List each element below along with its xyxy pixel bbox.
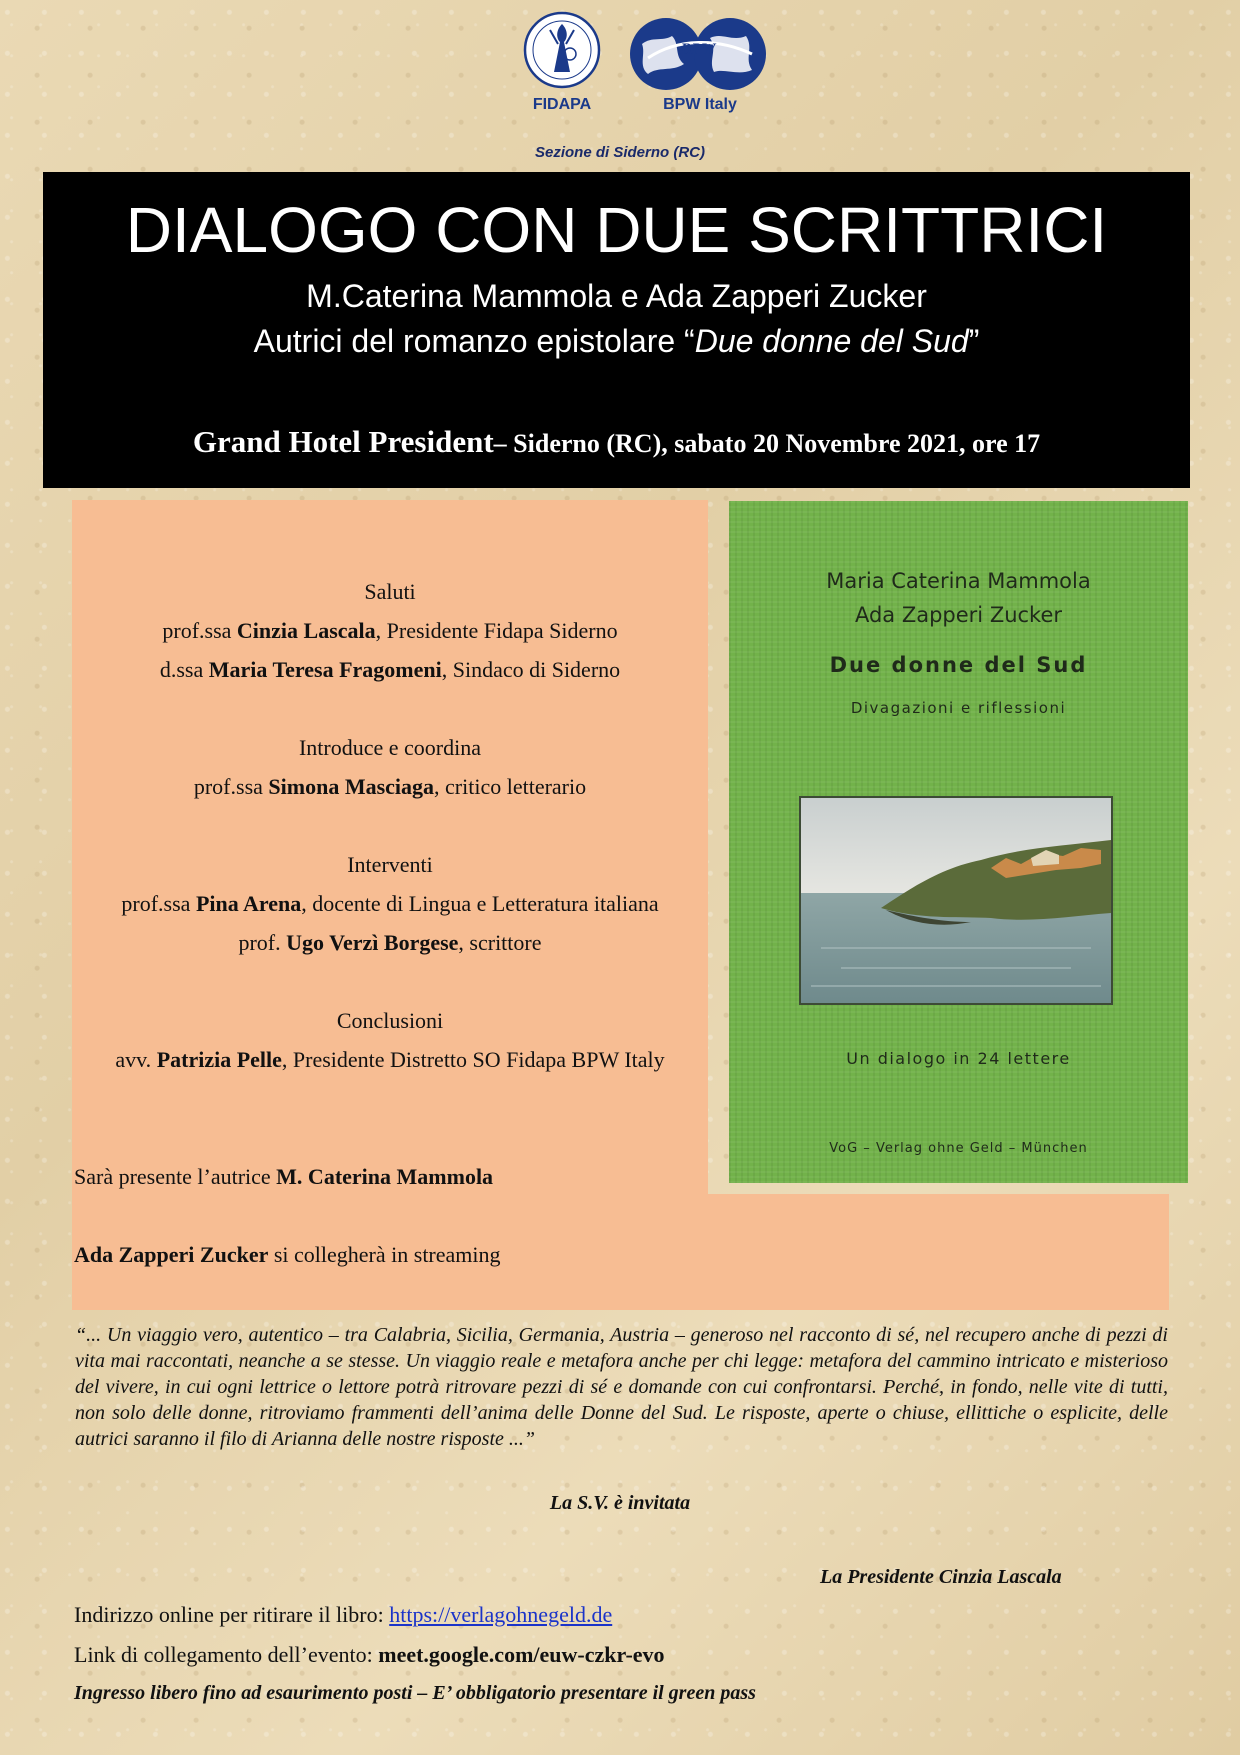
- president-signature: La Presidente Cinzia Lascala: [820, 1566, 1062, 1588]
- review-quote: “... Un viaggio vero, autentico – tra Calabria, Sicilia, Germania, Austria – generoso nel racconto di sé, nel recupero anche di pezzi di vita mai raccontati, neanche a se stesse. Un viaggio reale e metafora anche per chi legge: metafora del cammino intricato e misterioso del vivere, in cui ogni lettrice o lettore potrà ritrovare pezzi di sé e domande con cui confrontarsi. Perché, in fondo, nelle vite di tutti, non solo delle donne, ritroviamo frammenti dell’anima delle Donne del Sud. Le risposte, aperte o chiuse, ellittiche o esplicite, delle autrici saranno il filo di Arianna delle nostre risposte ...”: [75, 1324, 1168, 1450]
- entry-notice: Ingresso libero fino ad esaurimento posti – E’ obbligatorio presentare il green pass: [74, 1682, 756, 1704]
- book-publisher: VoG – Verlag ohne Geld – München: [829, 1141, 1088, 1156]
- book-title: Due donne del Sud: [829, 653, 1088, 677]
- conclusioni-heading: Conclusioni: [336, 1008, 444, 1033]
- bpw-label: BPW Italy: [663, 96, 737, 113]
- event-link-line: Link di collegamento dell’evento: meet.google.com/euw-czkr-evo: [74, 1642, 665, 1667]
- saluti-line-1: prof.ssa Cinzia Lascala, Presidente Fidapa Siderno: [162, 618, 618, 643]
- conclusioni-line: avv. Patrizia Pelle, Presidente Distretto SO Fidapa BPW Italy: [115, 1047, 665, 1072]
- saluti-line-2: d.ssa Maria Teresa Fragomeni, Sindaco di Siderno: [159, 657, 621, 682]
- present-author-line: Sarà presente l’autrice M. Caterina Mammola: [74, 1164, 494, 1189]
- intro-heading: Introduce e coordina: [298, 735, 482, 760]
- intro-line: prof.ssa Simona Masciaga, critico letterario: [193, 774, 587, 799]
- book-title-italic: Due donne del Sud: [694, 323, 969, 359]
- book-link[interactable]: https://verlagohnegeld.de: [389, 1602, 613, 1627]
- event-authors: M.Caterina Mammola e Ada Zapperi Zucker: [306, 278, 927, 314]
- subtitle-prefix: Autrici del romanzo epistolare “: [253, 323, 695, 359]
- book-cover: [729, 501, 1188, 1183]
- fidapa-label: FIDAPA: [532, 96, 592, 113]
- book-author-1: Maria Caterina Mammola: [826, 569, 1091, 593]
- interventi-line-1: prof.ssa Pina Arena, docente di Lingua e Letteratura italiana: [121, 891, 659, 916]
- venue-details: – Siderno (RC), sabato 20 Novembre 2021, ore 17: [493, 429, 1041, 458]
- bpw-logo-text: BPW: [680, 41, 716, 58]
- book-address-line: Indirizzo online per ritirare il libro: https://verlagohnegeld.de: [74, 1602, 613, 1627]
- event-venue: [43, 422, 1190, 464]
- section-label: Sezione di Siderno (RC): [534, 144, 705, 161]
- saluti-heading: Saluti: [364, 579, 416, 604]
- book-tagline: Un dialogo in 24 lettere: [846, 1049, 1071, 1068]
- interventi-line-2: prof. Ugo Verzì Borgese, scrittore: [238, 930, 542, 955]
- seascape-painting: [799, 796, 1113, 1005]
- fidapa-logo: [522, 10, 602, 90]
- book-subtitle: Divagazioni e riflessioni: [850, 699, 1067, 717]
- interventi-heading: Interventi: [347, 852, 433, 877]
- program-list: [72, 572, 708, 1079]
- streaming-author-line: Ada Zapperi Zucker si collegherà in streaming: [74, 1242, 501, 1267]
- subtitle-suffix: ”: [968, 323, 980, 359]
- title-banner: [43, 172, 1190, 488]
- invitation-line: La S.V. è invitata: [549, 1492, 691, 1514]
- book-author-2: Ada Zapperi Zucker: [854, 603, 1063, 627]
- event-title: DIALOGO CON DUE SCRITTRICI: [125, 194, 1108, 266]
- event-link[interactable]: meet.google.com/euw-czkr-evo: [378, 1642, 665, 1667]
- venue-name: Grand Hotel President: [192, 424, 494, 459]
- event-subtitle: [43, 321, 1190, 361]
- bpw-globe-logo: [628, 14, 768, 94]
